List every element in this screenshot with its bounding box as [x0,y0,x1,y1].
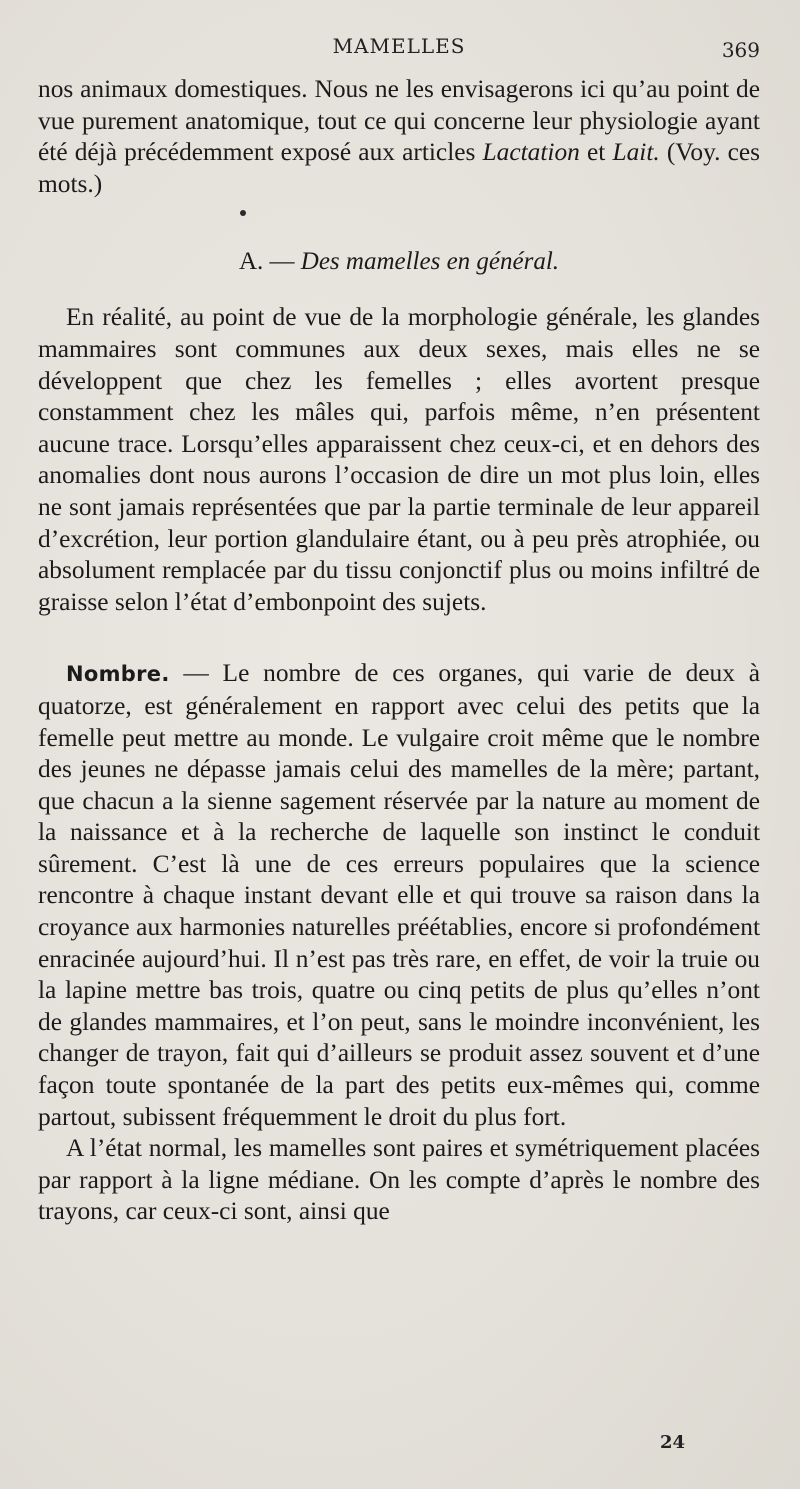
running-head [38,0,760,74]
ink-speck [240,210,246,216]
section-title: Des mamelles en général. [300,248,560,276]
paragraph-intro: nos animaux domestiques. Nous ne les envisagerons ici qu’au point de vue purement anatomique, tout ce qui concerne leur physiologie ayant été déjà précédemment exposé aux articles Lactation et Lait. (Voy. ces mots.) [38,75,760,198]
paragraph-etat-normal: A l’état normal, les mamelles sont paires et symétriquement placées par rapport à la ligne médiane. On les compte d’après le nombre des trayons, car ceux-ci sont, ainsi que [38,1134,760,1226]
signature-mark: 24 [660,1432,686,1453]
run-in-heading-nombre: Nombre. [66,662,170,687]
page-number: 369 [721,38,760,62]
body-text [38,74,760,1228]
ref-lait: Lait. [612,138,660,167]
section-letter: A. [238,248,264,276]
paragraph-morphology: En réalité, au point de vue de la morphologie générale, les glandes mammaires sont communes aux deux sexes, mais elles ne se développent que chez les femelles ; elles avortent presque constamment chez les mâles qui, parfois même, n’en présentent aucune trace. Lorsqu’elles apparaissent chez ceux-ci, et en dehors des anomalies dont nous aurons l’occasion de dire un mot plus loin, elles ne sont jamais représentées que par la partie terminale de leur appareil d’excrétion, leur portion glandulaire étant, ou à peu près atrophiée, ou absolument remplacée par du tissu conjonctif plus ou moins infiltré de graisse selon l’état d’embonpoint des sujets. [38,303,760,616]
ref-lactation: Lactation [482,138,580,167]
section-heading: A. — Des mamelles en général. [238,248,560,276]
paragraph-nombre: Nombre. — Le nombre de ces organes, qui varie de deux à quatorze, est généralement en rapport avec celui des petits que la femelle peut mettre au monde. Le vulgaire croit même que le nombre des jeunes ne dépasse jamais celui des mamelles de la mère; partant, que chacun a la sienne sagement réservée par la nature au moment de la naissance et à la recherche de laquelle son instinct le conduit sûrement. C’est là une de ces erreurs populaires que la science rencontre à chaque instant devant elle et qui trouve sa raison dans la croyance aux harmonies naturelles préétablies, encore si profondément enracinée aujourd’hui. Il n’est pas très rare, en effet, de voir la truie ou la lapine mettre bas trois, quatre ou cinq petits de plus qu’elles n’ont de glandes mammaires, et l’on peut, sans le moindre inconvénient, les changer de trayon, fait qui d’ailleurs se produit assez souvent et d’une façon toute spontanée de la part des petits eux-mêmes qui, comme partout, subissent fréquemment le droit du plus fort. [38,659,760,1131]
running-title: MAMELLES [332,34,466,58]
